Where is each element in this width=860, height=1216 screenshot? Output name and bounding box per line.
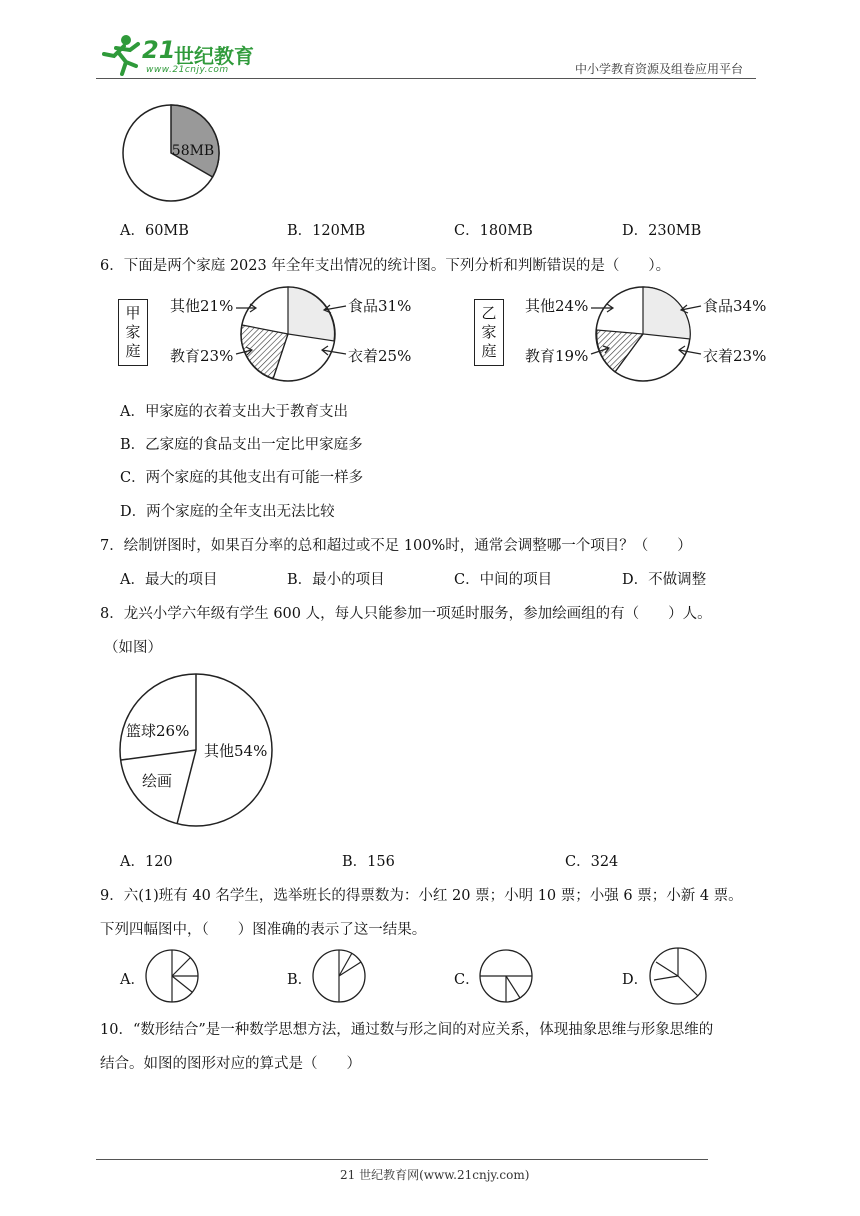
q9-option-a-label[interactable]: A． xyxy=(120,972,145,988)
q6-yi-box xyxy=(474,299,504,366)
q9-option-b-pie[interactable] xyxy=(311,948,367,1004)
header-rule xyxy=(96,78,756,79)
q6-yi-edu-label: 教育19% xyxy=(525,347,589,365)
q7-option-d[interactable]: D．不做调整 xyxy=(622,572,707,588)
q7-option-b[interactable]: B．最小的项目 xyxy=(287,572,385,588)
q5-option-a[interactable]: A．60MB xyxy=(120,223,189,239)
q9-stem-line1: 9．六(1)班有 40 名学生，选举班长的得票数为：小红 20 票；小明 10 票；小强 6 票；小新 4 票。 xyxy=(100,888,743,904)
q5-option-c[interactable]: C．180MB xyxy=(454,223,533,239)
q6-jia-food-label: 食品31% xyxy=(348,297,412,315)
q8-other-label: 其他54% xyxy=(204,742,268,760)
q6-jia-clothes-label: 衣着25% xyxy=(348,347,412,365)
q6-yi-pie-chart xyxy=(515,280,815,390)
q7-stem: 7．绘制饼图时，如果百分率的总和超过或不足 100%时，通常会调整哪一个项目？（ ） xyxy=(100,538,692,554)
q6-option-d[interactable]: D．两个家庭的全年支出无法比较 xyxy=(120,504,335,520)
q7-option-a[interactable]: A．最大的项目 xyxy=(120,572,218,588)
q9-option-c-pie[interactable] xyxy=(478,948,534,1004)
header-platform-text: 中小学教育资源及组卷应用平台 xyxy=(575,62,744,76)
q8-option-c[interactable]: C．324 xyxy=(565,854,619,870)
q9-option-a-pie[interactable] xyxy=(144,948,200,1004)
q6-option-b[interactable]: B．乙家庭的食品支出一定比甲家庭多 xyxy=(120,437,363,453)
q8-basketball-label: 篮球26% xyxy=(126,722,190,740)
q10-stem-line1: 10．“数形结合”是一种数学思想方法，通过数与形之间的对应关系，体现抽象思维与形象思维的 xyxy=(100,1022,714,1038)
q5-option-b[interactable]: B．120MB xyxy=(287,223,366,239)
logo-text: 世纪教育 xyxy=(174,44,254,68)
footer-text: 21 世纪教育网(www.21cnjy.com) xyxy=(340,1168,530,1182)
q6-jia-pie-chart xyxy=(160,280,490,390)
footer-rule xyxy=(96,1159,708,1160)
q6-jia-food-slice xyxy=(288,287,335,341)
q6-yi-food-label: 食品34% xyxy=(703,297,767,315)
header-logo xyxy=(96,34,266,78)
logo-number: 21 xyxy=(142,36,176,64)
q6-jia-box-char: 庭 xyxy=(125,342,141,360)
q6-yi-food-slice xyxy=(643,287,690,339)
q6-jia-other-label: 其他21% xyxy=(170,297,234,315)
q5-option-d[interactable]: D．230MB xyxy=(622,223,702,239)
q5-pie-label: 58MB xyxy=(171,143,215,159)
q6-option-a[interactable]: A．甲家庭的衣着支出大于教育支出 xyxy=(120,404,348,420)
q6-yi-clothes-label: 衣着23% xyxy=(703,347,767,365)
q6-option-c[interactable]: C．两个家庭的其他支出有可能一样多 xyxy=(120,470,364,486)
q9-stem-line2: 下列四幅图中，（ ）图准确的表示了这一结果。 xyxy=(100,922,427,938)
q8-pie-chart xyxy=(116,670,276,830)
q8-option-b[interactable]: B．156 xyxy=(342,854,395,870)
q9-option-c-label[interactable]: C． xyxy=(454,972,480,988)
q6-yi-box-char: 庭 xyxy=(481,342,497,360)
q6-yi-other-label: 其他24% xyxy=(525,297,589,315)
q6-yi-box-char: 乙 xyxy=(481,304,497,322)
runner-logo-icon xyxy=(96,34,142,76)
q8-stem-line1: 8．龙兴小学六年级有学生 600 人，每人只能参加一项延时服务，参加绘画组的有（ ）人。 xyxy=(100,606,712,622)
q9-option-d-pie[interactable] xyxy=(648,946,708,1006)
q8-option-a[interactable]: A．120 xyxy=(120,854,173,870)
q8-painting-label: 绘画 xyxy=(142,772,173,790)
q10-stem-line2: 结合。如图的图形对应的算式是（ ） xyxy=(100,1056,361,1072)
q6-jia-edu-label: 教育23% xyxy=(170,347,234,365)
q6-jia-box xyxy=(118,299,148,366)
q9-option-b-label[interactable]: B． xyxy=(287,972,313,988)
q6-jia-box-char: 甲 xyxy=(125,304,141,322)
q7-option-c[interactable]: C．中间的项目 xyxy=(454,572,553,588)
q9-option-d-label[interactable]: D． xyxy=(622,972,649,988)
q5-pie-chart xyxy=(116,98,226,208)
q6-stem: 6．下面是两个家庭 2023 年全年支出情况的统计图。下列分析和判断错误的是（ ）。 xyxy=(100,258,671,274)
q8-stem-line2: （如图） xyxy=(104,640,162,656)
q6-jia-box-char: 家 xyxy=(125,323,141,341)
logo-url: www.21cnjy.com xyxy=(146,65,229,75)
q6-yi-box-char: 家 xyxy=(481,323,497,341)
